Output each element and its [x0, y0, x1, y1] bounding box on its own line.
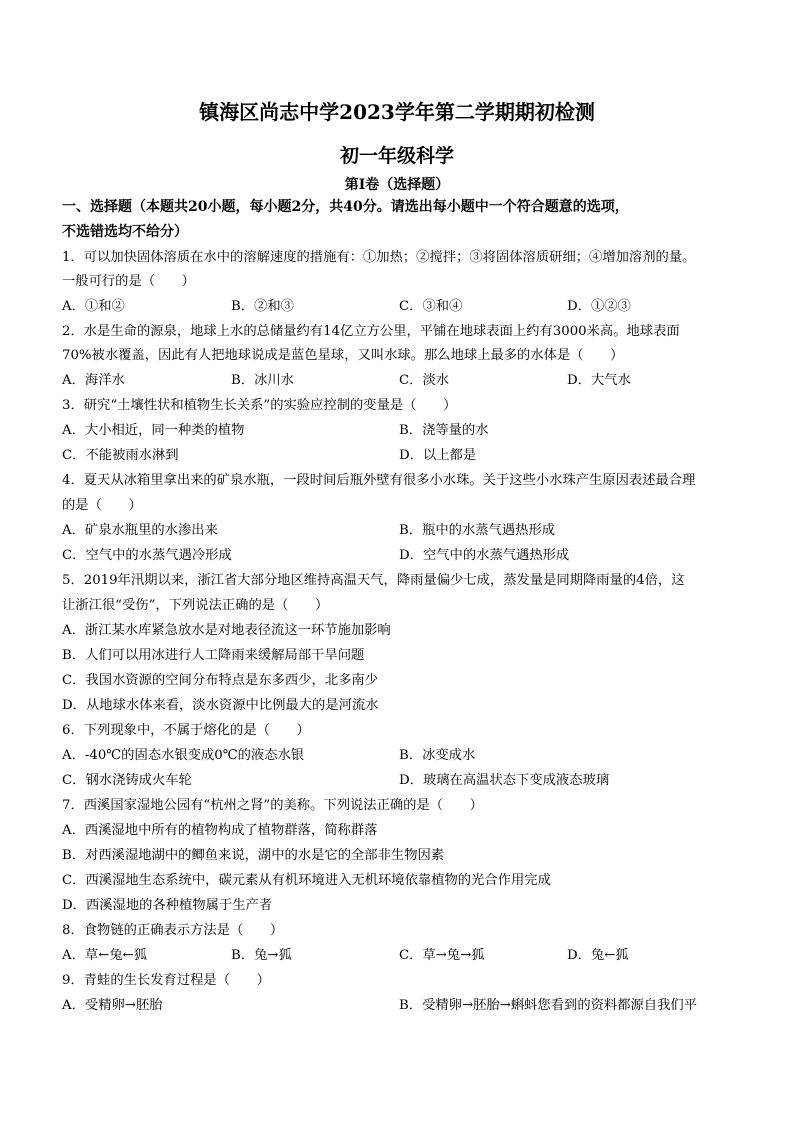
question-4-option-a: A．矿泉水瓶里的水渗出来 [62, 523, 218, 538]
question-6-option-b: B．冰变成水 [399, 748, 476, 763]
question-8-option-b: B．兔→狐 [231, 948, 292, 963]
subject-title: 初一年级科学 [339, 145, 454, 167]
question-5-option-c: C．我国水资源的空间分布特点是东多西少，北多南少 [62, 673, 379, 688]
question-5-line2: 让浙江很“受伤”，下列说法正确的是（ ） [62, 598, 329, 613]
question-6-option-d: D．玻璃在高温状态下变成液态玻璃 [399, 773, 610, 788]
question-9-line1: 9．青蛙的生长发育过程是（ ） [62, 973, 270, 988]
question-1-option-d: D．①②③ [567, 299, 631, 314]
question-3-option-b: B．浇等量的水 [399, 423, 489, 438]
section-heading-line2: 不选错选均不给分） [62, 224, 188, 240]
school-title: 镇海区尚志中学2023学年第二学期期初检测 [199, 100, 595, 124]
question-5-option-d: D．从地球水体来看，淡水资源中比例最大的是河流水 [62, 698, 379, 713]
question-7-option-c: C．西溪湿地生态系统中，碳元素从有机环境进入无机环境依靠植物的光合作用完成 [62, 873, 551, 888]
question-6-option-a: A．-40℃的固态水银变成0℃的液态水银 [62, 748, 305, 763]
question-1-line1: 1．可以加快固体溶质在水中的溶解速度的措施有：①加热；②搅拌；③将固体溶质研细；④增加溶剂的量。 [62, 250, 696, 265]
question-7-option-b: B．对西溪湿地湖中的鲫鱼来说，湖中的水是它的全部非生物因素 [62, 848, 445, 863]
question-4-option-c: C．空气中的水蒸气遇冷形成 [62, 548, 232, 563]
question-2-line1: 2．水是生命的源泉，地球上水的总储量约有14亿立方公里，平铺在地球表面上约有3000米高。地球表面 [62, 324, 680, 339]
question-4-option-b: B．瓶中的水蒸气遇热形成 [399, 523, 556, 538]
question-7-line1: 7．西溪国家湿地公园有“杭州之肾”的美称。下列说法正确的是（ ） [62, 798, 483, 813]
volume-title: 第Ⅰ卷（选择题） [344, 177, 450, 193]
question-3-option-d: D．以上都是 [399, 448, 477, 463]
question-8-option-a: A．草←兔←狐 [62, 948, 148, 963]
section-heading-line1: 一、选择题（本题共20小题，每小题2分，共40分。请选出每小题中一个符合题意的选项， [62, 199, 629, 215]
question-9-option-b: B．受精卵→胚胎→蝌蚪您看到的资料都源自我们平 [399, 998, 697, 1013]
question-7-option-d: D．西溪湿地的各种植物属于生产者 [62, 898, 273, 913]
question-7-option-a: A．西溪湿地中所有的植物构成了植物群落，简称群落 [62, 823, 378, 838]
question-4-line2: 的是（ ） [62, 498, 142, 513]
question-2-option-b: B．冰川水 [231, 373, 294, 388]
question-1-line2: 一般可行的是（ ） [62, 274, 195, 289]
question-3-option-a: A．大小相近，同一种类的植物 [62, 423, 245, 438]
question-8-option-d: D．兔←狐 [567, 948, 629, 963]
question-8-line1: 8．食物链的正确表示方法是（ ） [62, 923, 284, 938]
question-2-option-c: C．淡水 [399, 373, 450, 388]
question-3-line1: 3．研究“土壤性状和植物生长关系”的实验应控制的变量是（ ） [62, 398, 457, 413]
question-4-line1: 4．夏天从冰箱里拿出来的矿泉水瓶，一段时间后瓶外壁有很多小水珠。关于这些小水珠产生原因表述最合理 [62, 473, 696, 488]
question-6-line1: 6．下列现象中，不属于熔化的是（ ） [62, 723, 310, 738]
question-1-option-c: C．③和④ [399, 299, 463, 314]
question-5-option-b: B．人们可以用冰进行人工降雨来缓解局部干旱问题 [62, 648, 365, 663]
question-2-line2: 70%被水覆盖，因此有人把地球说成是蓝色星球，又叫水球。那么地球上最多的水体是（ ） [62, 348, 624, 363]
question-1-option-b: B．②和③ [231, 299, 294, 314]
question-2-option-a: A．海洋水 [62, 373, 125, 388]
question-8-option-c: C．草→兔→狐 [399, 948, 485, 963]
question-3-option-c: C．不能被雨水淋到 [62, 448, 179, 463]
question-5-line1: 5．2019年汛期以来，浙江省大部分地区维持高温天气，降雨量偏少七成，蒸发量是同期降雨量的4倍，这 [62, 573, 685, 588]
question-4-option-d: D．空气中的水蒸气遇热形成 [399, 548, 570, 563]
question-9-option-a: A．受精卵→胚胎 [62, 998, 163, 1013]
question-5-option-a: A．浙江某水库紧急放水是对地表径流这一环节施加影响 [62, 623, 391, 638]
question-2-option-d: D．大气水 [567, 373, 631, 388]
question-1-option-a: A．①和② [62, 299, 125, 314]
question-6-option-c: C．钢水浇铸成火车轮 [62, 773, 192, 788]
